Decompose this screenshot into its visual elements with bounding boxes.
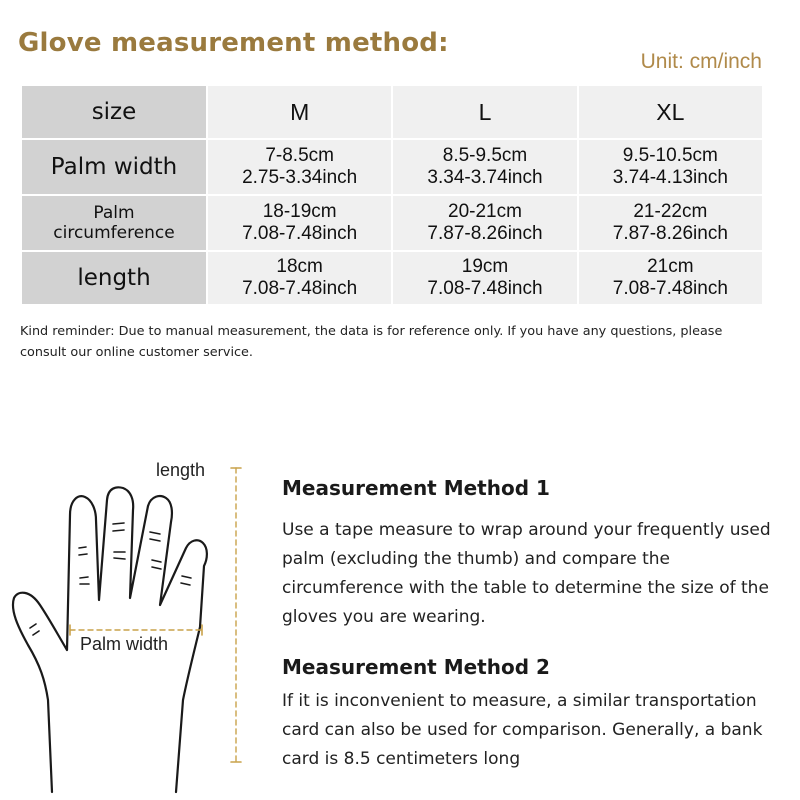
method-2-body: If it is inconvenient to measure, a similar transportation card can also be used for comparison. Generally, a bank card is 8.5 centimeters long (282, 691, 763, 769)
cell-inch: 7.87-8.26inch (427, 223, 543, 244)
row-label-length: length (21, 251, 207, 305)
row-label-line2: circumference (53, 223, 175, 243)
table-cell (392, 139, 577, 195)
cell-cm: 19cm (461, 256, 509, 277)
cell-inch: 7.08-7.48inch (242, 278, 358, 299)
palm-width-diagram-label: Palm width (80, 634, 169, 654)
cell-cm: 18cm (276, 256, 323, 277)
hand-outline-illustration (0, 450, 260, 800)
table-cell (207, 195, 392, 251)
table-cell (578, 195, 763, 251)
measurement-method-1 (282, 476, 792, 632)
table-cell (578, 251, 763, 305)
cell-inch: 3.74-4.13inch (612, 167, 728, 188)
cell-cm: 21-22cm (633, 201, 708, 222)
table-cell (207, 251, 392, 305)
cell-cm: 18-19cm (262, 201, 337, 222)
finger-crease-lines (30, 523, 191, 635)
table-cell (392, 195, 577, 251)
method-1-title: Measurement Method 1 (282, 476, 550, 500)
cell-inch: 7.08-7.48inch (427, 278, 543, 299)
cell-inch: 2.75-3.34inch (242, 167, 358, 188)
size-chart-table (20, 84, 764, 306)
table-cell (207, 139, 392, 195)
table-header-row (21, 85, 763, 139)
cell-cm: 8.5-9.5cm (442, 145, 528, 166)
method-2-title: Measurement Method 2 (282, 655, 550, 679)
table-cell (392, 251, 577, 305)
cell-inch: 7.08-7.48inch (612, 278, 728, 299)
cell-inch: 7.08-7.48inch (242, 223, 358, 244)
cell-cm: 21cm (647, 256, 694, 277)
cell-inch: 7.87-8.26inch (612, 223, 728, 244)
kind-reminder-text: Kind reminder: Due to manual measurement, the data is for reference only. If you have any questions, please consult our online customer service. (20, 324, 723, 360)
header-size-m: M (207, 85, 392, 139)
header-size-l: L (392, 85, 577, 139)
unit-label: Unit: cm/inch (640, 50, 762, 73)
table-cell (578, 139, 763, 195)
cell-cm: 7-8.5cm (265, 145, 334, 166)
page-title: Glove measurement method: (18, 28, 449, 58)
row-label-palm-width: Palm width (21, 139, 207, 195)
table-row-length (21, 251, 763, 305)
table-row-palm-circumference (21, 195, 763, 251)
row-label-palm-circumference (21, 195, 207, 251)
table-row-palm-width (21, 139, 763, 195)
method-1-body: Use a tape measure to wrap around your frequently used palm (excluding the thumb) and compare the circumference with the table to determine the size of the gloves you are wearing. (282, 520, 771, 627)
cell-cm: 9.5-10.5cm (622, 145, 718, 166)
cell-inch: 3.34-3.74inch (427, 167, 543, 188)
measurement-method-2 (282, 655, 792, 774)
row-label-line1: Palm (93, 203, 135, 223)
length-diagram-label: length (156, 460, 206, 480)
cell-cm: 20-21cm (448, 201, 522, 222)
header-size-xl: XL (578, 85, 763, 139)
header-size: size (21, 85, 207, 139)
